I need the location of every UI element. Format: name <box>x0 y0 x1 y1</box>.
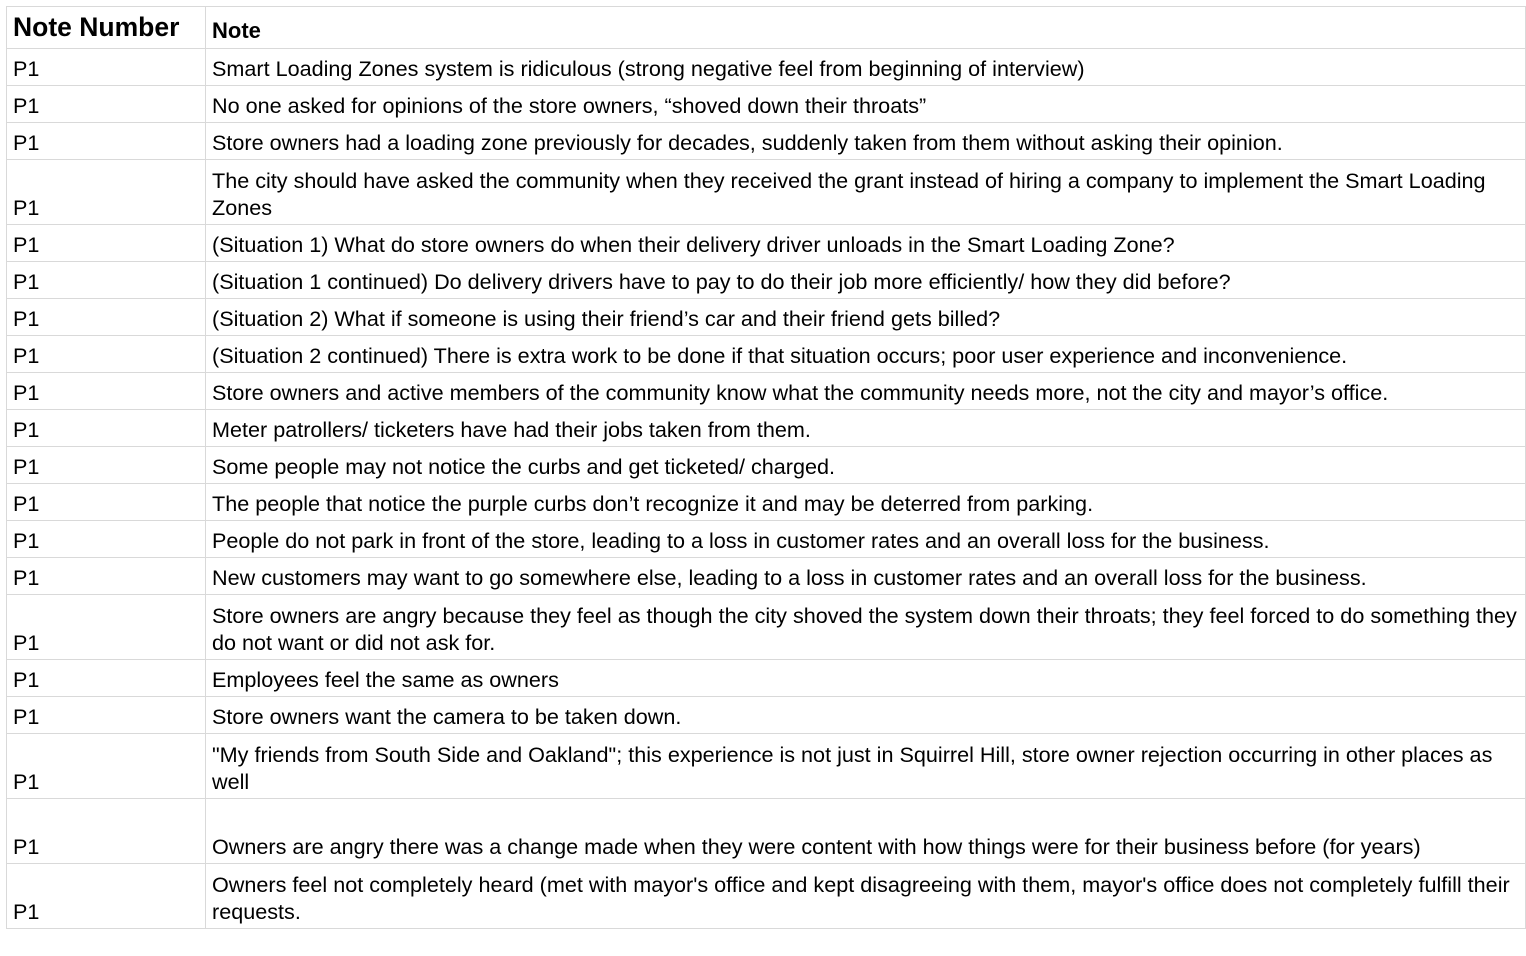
note-number-cell: P1 <box>7 262 206 299</box>
note-cell: New customers may want to go somewhere else, leading to a loss in customer rates and an overall loss for the business. <box>206 558 1526 595</box>
table-row <box>7 595 1526 660</box>
table-row <box>7 225 1526 262</box>
note-number-cell: P1 <box>7 799 206 864</box>
note-cell: Store owners had a loading zone previously for decades, suddenly taken from them without asking their opinion. <box>206 123 1526 160</box>
table-row <box>7 49 1526 86</box>
table-row <box>7 123 1526 160</box>
table-row <box>7 410 1526 447</box>
note-number-cell: P1 <box>7 734 206 799</box>
note-number-cell: P1 <box>7 484 206 521</box>
notes-table <box>6 6 1526 929</box>
note-number-cell: P1 <box>7 595 206 660</box>
note-cell: Store owners are angry because they feel as though the city shoved the system down their throats; they feel forced to do something they do not want or did not ask for. <box>206 595 1526 660</box>
table-row <box>7 447 1526 484</box>
header-row <box>7 7 1526 49</box>
note-number-cell: P1 <box>7 336 206 373</box>
note-cell: Store owners want the camera to be taken down. <box>206 697 1526 734</box>
table-row <box>7 336 1526 373</box>
note-cell: "My friends from South Side and Oakland"; this experience is not just in Squirrel Hill, store owner rejection occurring in other places as well <box>206 734 1526 799</box>
note-cell: People do not park in front of the store, leading to a loss in customer rates and an overall loss for the business. <box>206 521 1526 558</box>
note-number-cell: P1 <box>7 123 206 160</box>
note-number-cell: P1 <box>7 410 206 447</box>
table-row <box>7 160 1526 225</box>
note-number-cell: P1 <box>7 299 206 336</box>
note-number-cell: P1 <box>7 160 206 225</box>
note-cell: (Situation 1 continued) Do delivery drivers have to pay to do their job more efficiently/ how they did before? <box>206 262 1526 299</box>
note-cell: The people that notice the purple curbs don’t recognize it and may be deterred from parking. <box>206 484 1526 521</box>
note-number-cell: P1 <box>7 864 206 929</box>
note-number-cell: P1 <box>7 373 206 410</box>
note-cell: Meter patrollers/ ticketers have had their jobs taken from them. <box>206 410 1526 447</box>
note-number-cell: P1 <box>7 49 206 86</box>
note-cell: Owners are angry there was a change made when they were content with how things were for their business before (for years) <box>206 799 1526 864</box>
note-number-cell: P1 <box>7 521 206 558</box>
note-cell: (Situation 2 continued) There is extra work to be done if that situation occurs; poor user experience and inconvenience. <box>206 336 1526 373</box>
note-number-cell: P1 <box>7 86 206 123</box>
table-row <box>7 660 1526 697</box>
header-note-number: Note Number <box>7 7 206 49</box>
header-note: Note <box>206 7 1526 49</box>
table-row <box>7 262 1526 299</box>
table-row <box>7 484 1526 521</box>
note-cell: Some people may not notice the curbs and get ticketed/ charged. <box>206 447 1526 484</box>
table-row <box>7 521 1526 558</box>
note-number-cell: P1 <box>7 558 206 595</box>
note-cell: The city should have asked the community when they received the grant instead of hiring a company to implement the Smart Loading Zones <box>206 160 1526 225</box>
table-row <box>7 558 1526 595</box>
note-cell: Smart Loading Zones system is ridiculous (strong negative feel from beginning of interview) <box>206 49 1526 86</box>
table-row <box>7 864 1526 929</box>
table-row <box>7 86 1526 123</box>
table-row <box>7 799 1526 864</box>
note-number-cell: P1 <box>7 660 206 697</box>
table-row <box>7 299 1526 336</box>
table-row <box>7 373 1526 410</box>
note-cell: Owners feel not completely heard (met with mayor's office and kept disagreeing with them, mayor's office does not completely fulfill their requests. <box>206 864 1526 929</box>
note-cell: (Situation 2) What if someone is using their friend’s car and their friend gets billed? <box>206 299 1526 336</box>
note-number-cell: P1 <box>7 447 206 484</box>
note-number-cell: P1 <box>7 225 206 262</box>
table-row <box>7 697 1526 734</box>
note-cell: Employees feel the same as owners <box>206 660 1526 697</box>
note-cell: (Situation 1) What do store owners do when their delivery driver unloads in the Smart Loading Zone? <box>206 225 1526 262</box>
note-cell: No one asked for opinions of the store owners, “shoved down their throats” <box>206 86 1526 123</box>
note-cell: Store owners and active members of the community know what the community needs more, not the city and mayor’s office. <box>206 373 1526 410</box>
note-number-cell: P1 <box>7 697 206 734</box>
table-row <box>7 734 1526 799</box>
